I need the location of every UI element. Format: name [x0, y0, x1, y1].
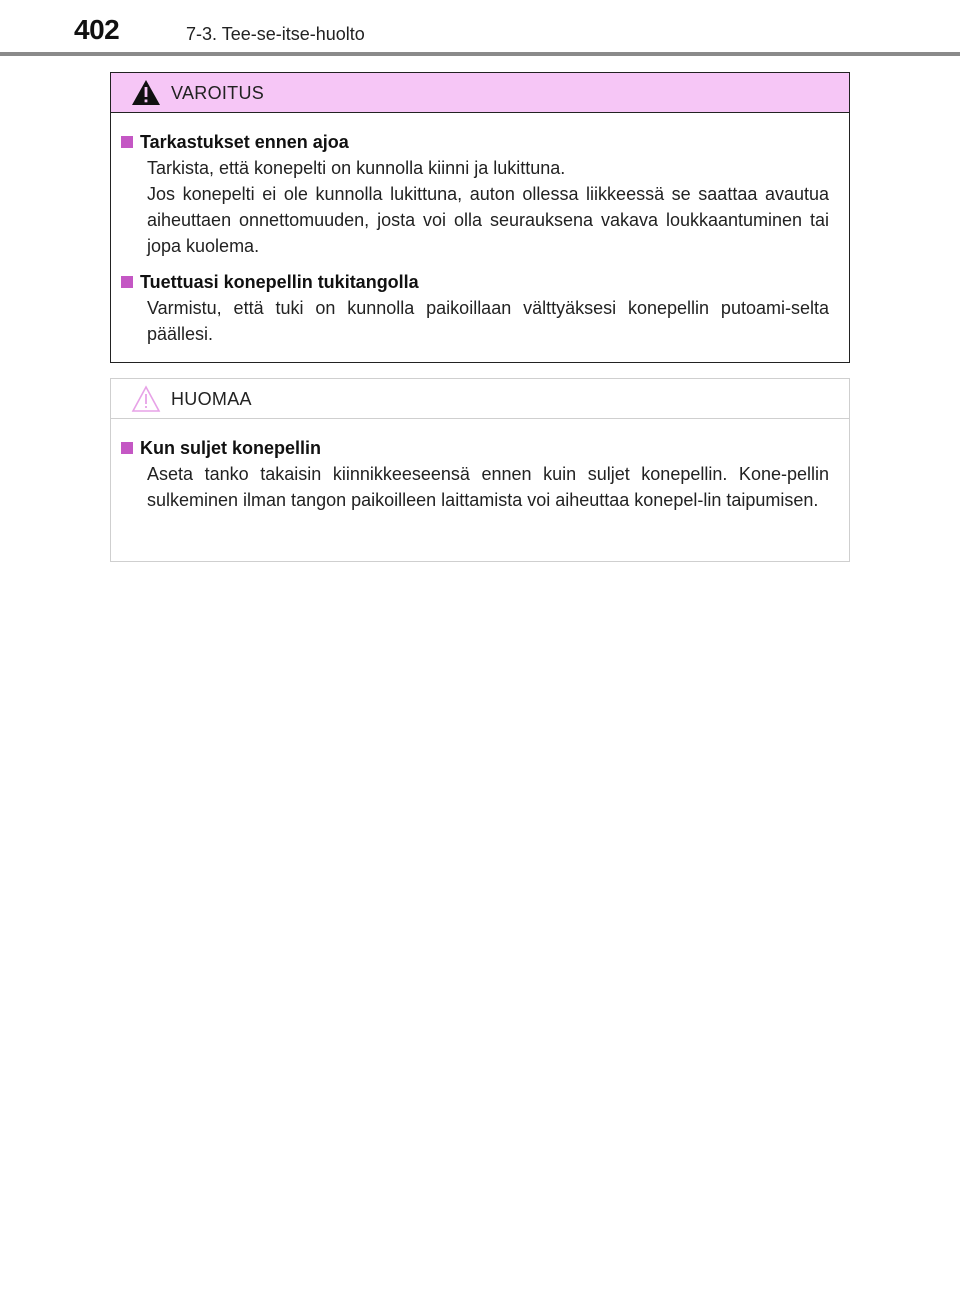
paragraph: Aseta tanko takaisin kiinnikkeeseensä ennen kuin suljet konepellin. Kone-pellin sulkeminen ilman tangon paikoilleen laittamista voi aiheuttaa konepel-lin taipumisen. [147, 464, 829, 510]
notice-item-text [147, 461, 829, 513]
notice-box-header [111, 379, 849, 419]
warning-box [110, 72, 850, 363]
page-header [0, 0, 960, 58]
warning-triangle-icon [131, 79, 161, 107]
paragraph: Jos konepelti ei ole kunnolla lukittuna, auton ollessa liikkeessä se saattaa avautua aiheuttaen onnettomuuden, josta voi olla seurauksena vakava loukkaantuminen tai jopa kuolema. [147, 184, 829, 256]
notice-box [110, 378, 850, 562]
notice-item-title [121, 435, 829, 461]
warning-box-body [111, 113, 849, 347]
warning-item [121, 269, 829, 347]
warning-item [121, 129, 829, 259]
notice-box-body [111, 419, 849, 513]
section-title: 7-3. Tee-se-itse-huolto [186, 24, 365, 44]
paragraph: Tarkista, että konepelti on kunnolla kiinni ja lukittuna. [147, 158, 566, 178]
page-number: 402 [74, 14, 120, 45]
item-title-text: Kun suljet konepellin [140, 438, 322, 458]
warning-box-label: VAROITUS [171, 83, 265, 103]
item-title-text: Tuettuasi konepellin tukitangolla [140, 272, 419, 292]
warning-box-header [111, 73, 849, 113]
warning-item-title [121, 129, 829, 155]
square-bullet-icon [121, 442, 133, 454]
warning-item-text [147, 295, 829, 347]
warning-item-title [121, 269, 829, 295]
square-bullet-icon [121, 136, 133, 148]
warning-item-text [147, 155, 829, 259]
square-bullet-icon [121, 276, 133, 288]
item-title-text: Tarkastukset ennen ajoa [140, 132, 349, 152]
notice-item [121, 435, 829, 513]
caution-triangle-outline-icon [131, 385, 161, 413]
header-rule [0, 52, 960, 56]
paragraph: Varmistu, että tuki on kunnolla paikoillaan välttyäksesi konepellin putoami-selta päällesi. [147, 298, 829, 344]
notice-box-label: HUOMAA [171, 389, 252, 409]
